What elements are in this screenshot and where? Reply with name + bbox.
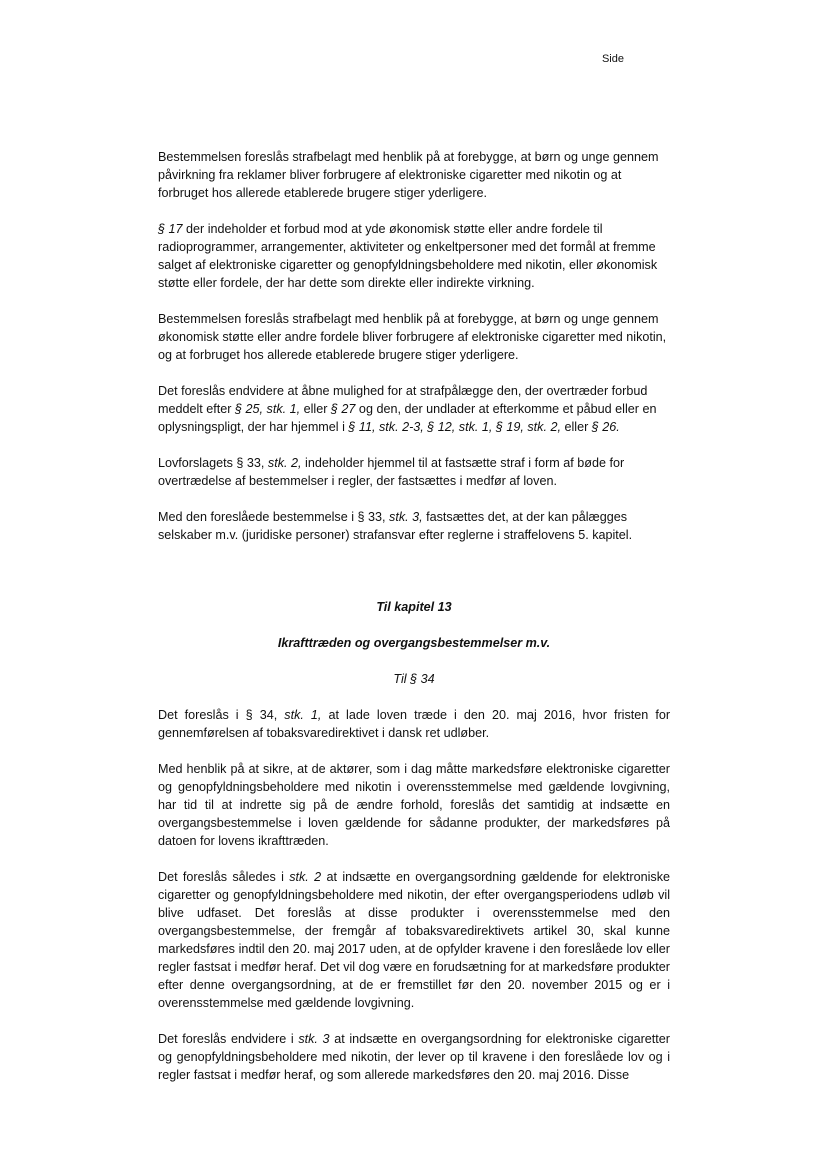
section-heading: Til § 34 <box>393 672 435 686</box>
paragraph-6: Med den foreslåede bestemmelse i § 33, stk. 3, fastsættes det, at der kan pålægges selskaber m.v. (juridiske personer) strafansvar efter reglerne i straffelovens 5. kapitel. <box>158 510 633 542</box>
paragraph-5: Lovforslagets § 33, stk. 2, indeholder hjemmel til at fastsætte straf i form af bøde for overtrædelse af bestemmelser i regler, der fastsættes i medfør af loven. <box>158 456 625 488</box>
paragraph-2: § 17 der indeholder et forbud mod at yde økonomisk støtte eller andre fordele til radioprogrammer, arrangementer, aktiviteter og enkeltpersoner med det formål at fremme salget af elektroniske cigaretter og genopfyldningsbeholdere med nikotin, eller økonomisk støtte eller fordele, der har dette som direkte eller indirekte virkning. <box>158 222 658 290</box>
paragraph-10: Det foreslås endvidere i stk. 3 at indsætte en overgangsordning for elektroniske cigaretter og genopfyldningsbeholdere med nikotin, der lever op til kravene i den foreslåede lov og i regler fastsat i medfør heraf, og som allerede markedsføres den 20. maj 2016. Disse <box>158 1032 670 1082</box>
section-ref: § 17 <box>158 222 183 236</box>
document-body <box>158 148 670 1102</box>
paragraph-9: Det foreslås således i stk. 2 at indsætte en overgangsordning gældende for elektroniske cigaretter og genopfyldningsbeholdere med nikotin, der efter overgangsperiodens udløb vil blive udfaset. Det foreslås at disse produkter i overensstemmelse med den overgangsbestemmelse, der fremgår af tobaksvaredirektivets artikel 30, skal kunne markedsføres indtil den 20. maj 2017 uden, at de opfylder kravene i den foreslåede lov eller regler fastsat i medfør heraf. Det vil dog være en forudsætning for at markedsføre produkter efter denne overgangsordning, at de er fremstillet før den 20. november 2015 og er i overensstemmelse med gældende lovgivning. <box>158 870 670 1010</box>
paragraph-1: Bestemmelsen foreslås strafbelagt med henblik på at forebygge, at børn og unge gennem påvirkning fra reklamer bliver forbrugere af elektroniske cigaretter med nikotin og at forbruget hos allerede etablerede brugere stiger yderligere. <box>158 150 659 200</box>
paragraph-4: Det foreslås endvidere at åbne mulighed for at strafpålægge den, der overtræder forbud meddelt efter § 25, stk. 1, eller § 27 og den, der undlader at efterkomme et påbud eller en oplysningspligt, der har hjemmel i § 11, stk. 2-3, § 12, stk. 1, § 19, stk. 2, eller § 26. <box>158 384 657 434</box>
paragraph-8: Med henblik på at sikre, at de aktører, som i dag måtte markedsføre elektroniske cigaretter og genopfyldningsbeholdere med nikotin i overensstemmelse med gældende lovgivning, har tid til at indrette sig på de ændre forhold, foreslås det samtidig at indsætte en overgangsbestemmelse i loven gældende for sådanne produkter, der markedsføres på datoen for lovens ikrafttræden. <box>158 762 670 848</box>
page-label: Side <box>601 53 624 65</box>
page-header <box>602 53 624 65</box>
paragraph-7: Det foreslås i § 34, stk. 1, at lade loven træde i den 20. maj 2016, hvor fristen for gennemførelsen af tobaksvaredirektivet i dansk ret udløber. <box>158 708 671 740</box>
chapter-heading: Til kapitel 13 <box>376 600 452 614</box>
chapter-title: Ikrafttræden og overgangsbestemmelser m.v. <box>277 636 551 650</box>
paragraph-3: Bestemmelsen foreslås strafbelagt med henblik på at forebygge, at børn og unge gennem økonomisk støtte eller andre fordele bliver forbrugere af elektroniske cigaretter med nikotin, og at forbruget hos allerede etablerede brugere stiger yderligere. <box>158 312 667 362</box>
